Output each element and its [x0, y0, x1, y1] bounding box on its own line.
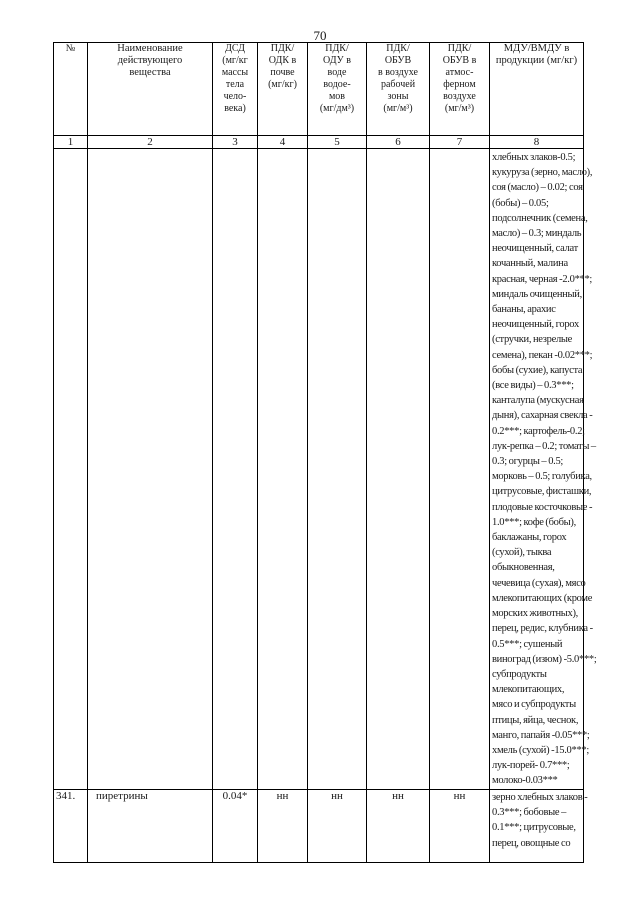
- column-number: 7: [430, 136, 490, 149]
- text-line: продукции (мг/кг): [495, 55, 578, 66]
- text-line: канталупа (мускусная: [492, 395, 584, 407]
- text-line: хмель (сухой) -15.0***;: [492, 744, 589, 756]
- text-line: 0.5***; сушеный: [492, 638, 563, 650]
- text-line: семена), пекан -0.02***;: [492, 349, 593, 361]
- header-soil: [258, 43, 308, 136]
- column-number: 1: [54, 136, 88, 149]
- text-line: молоко-0.03***: [492, 775, 558, 787]
- text-line: морковь – 0.5; голубика,: [492, 471, 592, 483]
- cell-empty: [367, 149, 430, 790]
- substance-name: пиретрины: [88, 790, 213, 863]
- text-line: миндаль очищенный,: [492, 288, 582, 300]
- text-line: кочанный, малина: [492, 258, 568, 270]
- column-number: 4: [258, 136, 308, 149]
- text-line: 0.3; огурцы – 0.5;: [492, 456, 564, 468]
- text-line: воде: [327, 67, 347, 78]
- text-line: воздухе: [443, 91, 476, 102]
- header-row: [54, 43, 584, 136]
- text-line: зерно хлебных злаков -: [492, 792, 588, 803]
- text-line: зоны: [387, 91, 409, 102]
- text-line: 0.1***; цитрусовые,: [492, 822, 576, 834]
- dsd-value: 0.04*: [213, 790, 258, 863]
- text-line: вещества: [129, 67, 171, 78]
- continuation-mdu-cell: [490, 149, 597, 790]
- text-line: млекопитающих (кроме: [492, 592, 593, 604]
- header-dsd: [213, 43, 258, 136]
- header-work-air: [367, 43, 430, 136]
- table-row: [54, 790, 584, 863]
- text-line: плодовые косточковые -: [492, 501, 593, 513]
- text-line: (мг/дм³): [319, 103, 355, 114]
- text-line: атмос-: [445, 67, 474, 78]
- text-line: мясо и субпродукты: [492, 699, 576, 711]
- text-line: массы: [221, 67, 249, 78]
- page-number: 70: [313, 28, 327, 43]
- cell-empty: [54, 149, 88, 790]
- row-number: 341.: [54, 790, 88, 863]
- text-line: (мг/кг: [222, 55, 248, 66]
- text-line: масло) – 0.3; миндаль: [492, 228, 582, 240]
- text-line: лук-порей- 0.7***;: [492, 760, 570, 772]
- text-line: виноград (изюм) -5.0***;: [492, 653, 597, 665]
- text-line: ПДК/: [325, 43, 349, 54]
- text-line: 0.3***; бобовые –: [492, 807, 567, 819]
- text-line: ОБУВ в: [442, 55, 477, 66]
- continuation-row: [54, 149, 584, 790]
- text-line: ДСД: [225, 43, 245, 54]
- text-line: века): [224, 103, 246, 114]
- text-line: (мг/м³): [444, 103, 475, 114]
- text-line: субпродукты: [492, 668, 547, 680]
- atm-air-value: нн: [430, 790, 490, 863]
- header-substance-name: [88, 43, 213, 136]
- text-line: соя (масло) – 0.02; соя: [492, 182, 583, 194]
- text-line: 1.0***; кофе (бобы),: [492, 516, 576, 528]
- text-line: обыкновенная,: [492, 562, 555, 574]
- text-line: чечевица (сухая), мясо: [492, 577, 586, 589]
- column-number: 5: [308, 136, 367, 149]
- text-line: рабочей: [380, 79, 416, 90]
- text-line: морских животных),: [492, 608, 579, 620]
- text-line: млекопитающих,: [492, 684, 565, 696]
- text-line: водое-: [323, 79, 351, 90]
- cell-empty: [308, 149, 367, 790]
- header-atm-air: [430, 43, 490, 136]
- text-line: ОДУ в: [323, 55, 351, 66]
- text-line: цитрусовые, фисташки,: [492, 486, 592, 498]
- text-line: (сухой), тыква: [492, 547, 552, 559]
- text-line: птицы, яйца, чеснок,: [492, 714, 579, 726]
- cell-empty: [88, 149, 213, 790]
- text-line: (бобы) – 0.05;: [492, 197, 549, 209]
- text-line: перец, овощные со: [492, 837, 571, 849]
- text-line: (все виды) – 0.3***;: [492, 380, 574, 392]
- cell-empty: [430, 149, 490, 790]
- text-line: неочищенный, салат: [492, 243, 578, 255]
- text-line: (стручки, незрелые: [492, 334, 573, 346]
- text-line: 0.2***; картофель-0.2;: [492, 425, 585, 437]
- text-line: неочищенный, горох: [492, 319, 579, 331]
- text-line: Наименование: [117, 43, 183, 54]
- text-line: красная, черная -2.0***;: [492, 273, 593, 285]
- text-line: баклажаны, горох: [492, 532, 567, 544]
- text-line: ОДК в: [268, 55, 297, 66]
- water-value: нн: [308, 790, 367, 863]
- text-line: ПДК/: [270, 43, 295, 54]
- text-line: дыня), сахарная свекла -: [492, 410, 593, 422]
- text-line: чело-: [223, 91, 247, 102]
- cell-empty: [213, 149, 258, 790]
- text-line: лук-репка – 0.2; томаты –: [492, 440, 596, 452]
- text-line: бананы, арахис: [492, 304, 556, 316]
- text-line: подсолнечник (семена,: [492, 212, 588, 224]
- text-line: (мг/м³): [383, 103, 413, 114]
- text-line: манго, папайя -0.05***;: [492, 729, 590, 741]
- column-number: 8: [490, 136, 584, 149]
- text-line: мов: [328, 91, 346, 102]
- text-line: перец, редис, клубника -: [492, 623, 593, 635]
- text-line: кукуруза (зерно, масло),: [492, 167, 593, 179]
- text-line: (мг/кг): [268, 79, 297, 90]
- header-mdu: [490, 43, 584, 136]
- text-line: ферном: [443, 79, 476, 90]
- column-number: 6: [367, 136, 430, 149]
- text-line: действующего: [117, 55, 183, 66]
- text-line: в воздухе: [378, 67, 418, 78]
- text-line: хлебных злаков-0.5;: [492, 152, 576, 163]
- cell-empty: [258, 149, 308, 790]
- column-number-row: [54, 136, 584, 149]
- text-line: ОБУВ: [384, 55, 412, 66]
- header-number: №: [54, 43, 88, 136]
- text-line: МДУ/ВМДУ в: [503, 43, 570, 54]
- text-line: ПДК/: [386, 43, 410, 54]
- header-water: [308, 43, 367, 136]
- column-number: 3: [213, 136, 258, 149]
- mdu-value: [490, 790, 588, 863]
- text-line: тела: [225, 79, 245, 90]
- pesticide-table: [53, 42, 597, 863]
- column-number: 2: [88, 136, 213, 149]
- text-line: почве: [270, 67, 295, 78]
- text-line: бобы (сухие), капуста: [492, 364, 583, 376]
- text-line: ПДК/: [447, 43, 472, 54]
- soil-value: нн: [258, 790, 308, 863]
- work-air-value: нн: [367, 790, 430, 863]
